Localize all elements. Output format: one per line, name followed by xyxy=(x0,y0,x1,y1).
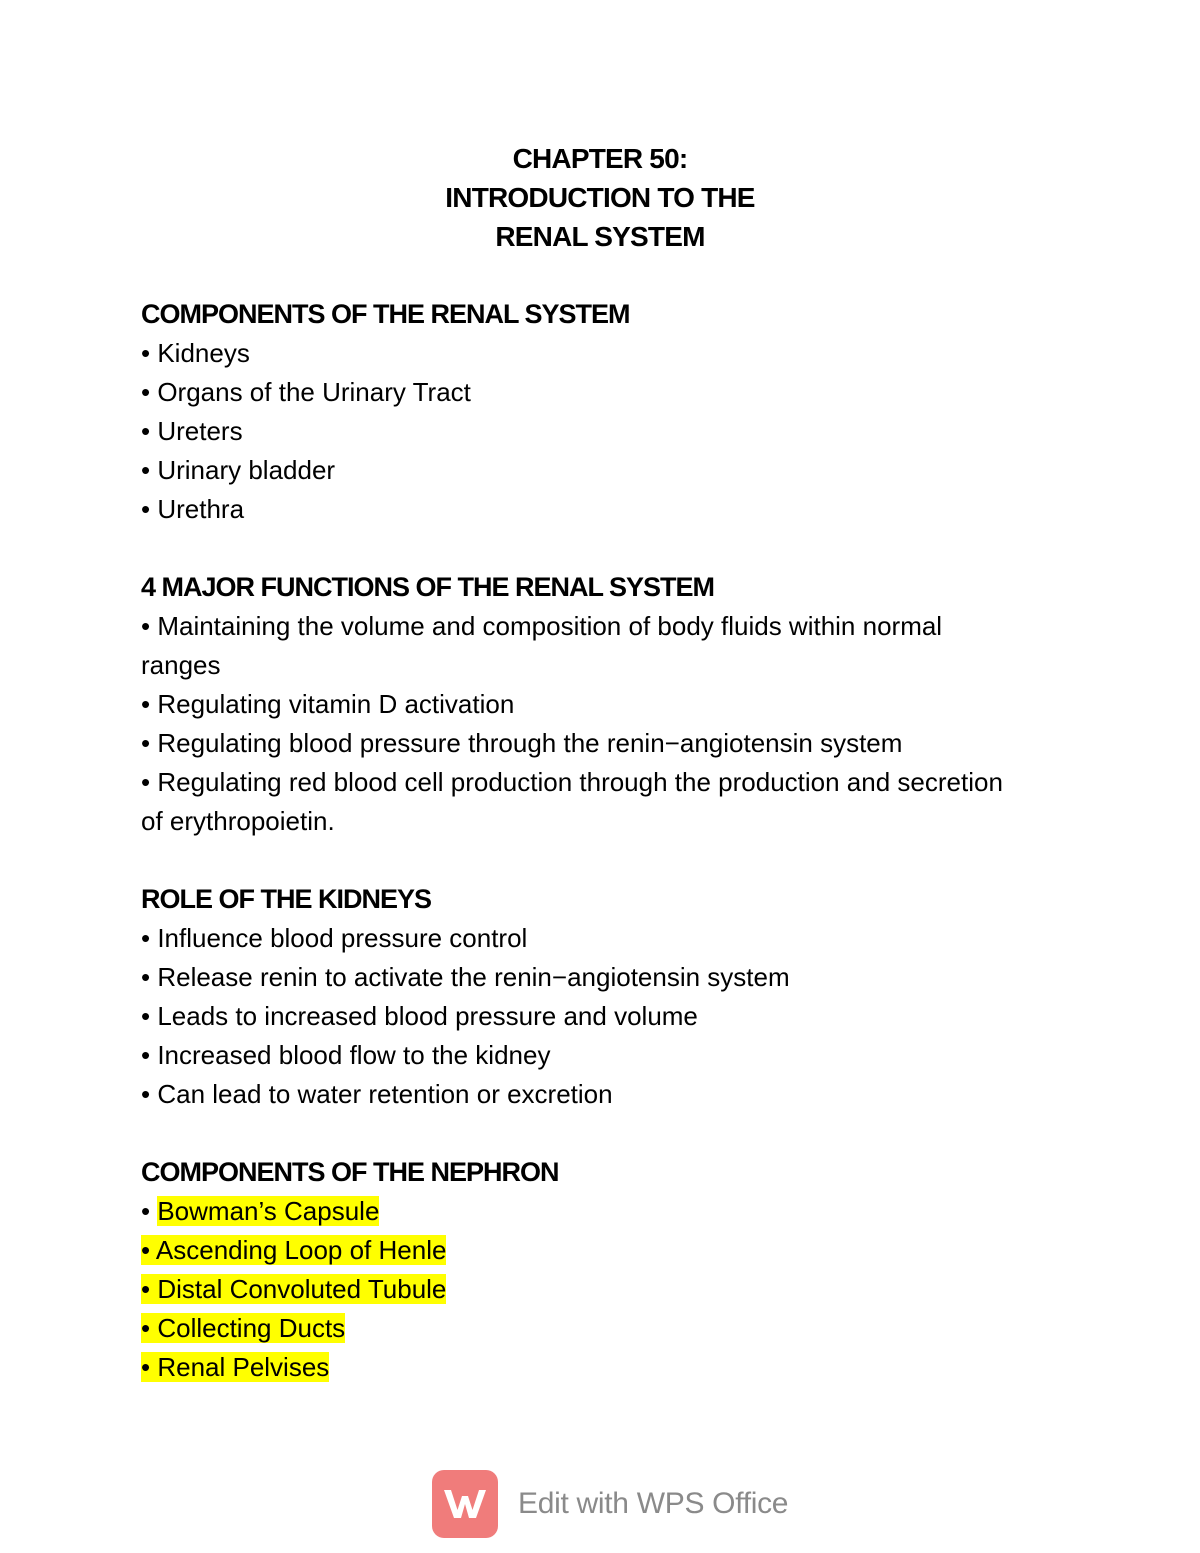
list-item: • Ureters xyxy=(141,416,243,446)
list-item: • Kidneys xyxy=(141,338,250,368)
wps-logo-icon xyxy=(432,1470,498,1538)
list-item xyxy=(141,1348,1021,1387)
list-item xyxy=(141,1270,1021,1309)
section-heading: COMPONENTS OF THE RENAL SYSTEM xyxy=(141,299,630,329)
highlighted-text: • Distal Convoluted Tubule xyxy=(141,1274,447,1304)
section-nephron-components xyxy=(141,1153,1021,1387)
list-item: • Urinary bladder xyxy=(141,455,336,485)
highlighted-text: • Renal Pelvises xyxy=(141,1352,330,1382)
wps-footer[interactable] xyxy=(432,1470,788,1538)
title-line-1: CHAPTER 50: xyxy=(512,143,688,174)
bullet: • xyxy=(141,1196,158,1226)
list-item: • Regulating red blood cell production through the production and secretion of erythropoietin. xyxy=(141,767,1003,836)
list-item: • Regulating vitamin D activation xyxy=(141,689,515,719)
document-body xyxy=(141,295,1021,1426)
highlighted-text: • Collecting Ducts xyxy=(141,1313,346,1343)
section-heading: 4 MAJOR FUNCTIONS OF THE RENAL SYSTEM xyxy=(141,572,715,602)
list-item xyxy=(141,1231,1021,1270)
list-item: • Urethra xyxy=(141,494,245,524)
section-heading: COMPONENTS OF THE NEPHRON xyxy=(141,1157,559,1187)
footer-label: Edit with WPS Office xyxy=(518,1487,789,1520)
list-item: • Organs of the Urinary Tract xyxy=(141,377,471,407)
title-line-2: INTRODUCTION TO THE xyxy=(445,182,755,213)
list-item: • Increased blood flow to the kidney xyxy=(141,1040,551,1070)
list-item: • Can lead to water retention or excretion xyxy=(141,1079,613,1109)
page-title xyxy=(0,139,1200,256)
list-item: • Leads to increased blood pressure and volume xyxy=(141,1001,698,1031)
title-line-3: RENAL SYSTEM xyxy=(495,221,705,252)
section-heading: ROLE OF THE KIDNEYS xyxy=(141,884,432,914)
wps-w-glyph xyxy=(441,1484,489,1524)
section-major-functions xyxy=(141,568,1021,841)
list-item xyxy=(141,1192,1021,1231)
list-item: • Regulating blood pressure through the renin−angiotensin system xyxy=(141,728,903,758)
section-renal-components xyxy=(141,295,1021,529)
highlighted-text: • Ascending Loop of Henle xyxy=(141,1235,447,1265)
list-item: • Influence blood pressure control xyxy=(141,923,528,953)
section-role-of-kidneys xyxy=(141,880,1021,1114)
list-item xyxy=(141,1309,1021,1348)
list-item: • Maintaining the volume and composition of body fluids within normal ranges xyxy=(141,611,943,680)
highlighted-text: Bowman’s Capsule xyxy=(157,1196,380,1226)
list-item: • Release renin to activate the renin−angiotensin system xyxy=(141,962,790,992)
